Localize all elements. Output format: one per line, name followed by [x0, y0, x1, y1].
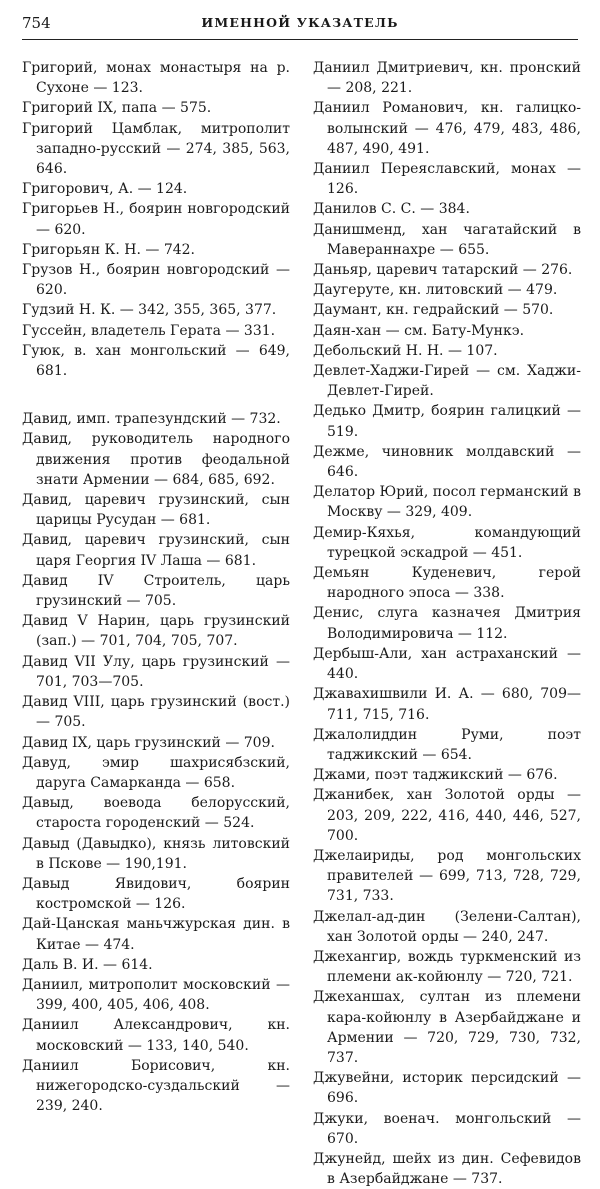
index-entry: Гудзий Н. К. — 342, 355, 365, 377.: [22, 302, 277, 319]
index-entry: Даниил, митрополит московский — 399, 400, 405, 406, 408.: [22, 976, 290, 1014]
index-entry: Даниил Романович, кн. галицко-волынский — 476, 479, 483, 486, 487, 490, 491.: [313, 100, 581, 157]
index-entry: Давыд (Давыдко), князь литовский в Пскове — 190,191.: [22, 835, 290, 872]
index-entry: Даниил Переяславский, монах — 126.: [313, 161, 581, 198]
left-group-g: [22, 58, 290, 381]
index-entry: Даян-хан — см. Бату-Мункэ.: [313, 322, 525, 339]
index-entry: Денис, слуга казначея Дмитрия Володимировича — 112.: [313, 605, 581, 642]
index-entry: Григорий Цамблак, митрополит западно-русский — 274, 385, 563, 646.: [22, 120, 290, 178]
index-entry: Григорович, А. — 124.: [22, 181, 188, 198]
index-entry: Демир-Кяхья, командующий турецкой эскадрой — 451.: [313, 524, 581, 561]
index-entry: Гуссейн, владетель Герата — 331.: [22, 322, 276, 339]
index-entry: Давид, царевич грузинский, сын царицы Русудан — 681.: [22, 492, 290, 529]
page-header: [22, 14, 578, 38]
index-entry: Давыд Явидович, боярин костромской — 126.: [22, 875, 290, 913]
index-entry: Данилов С. С. — 384.: [313, 201, 470, 218]
group-separator: [22, 381, 290, 409]
index-entry: Даниил Дмитриевич, кн. пронский — 208, 221.: [313, 60, 581, 97]
index-entry: Давид IX, царь грузинский — 709.: [22, 734, 275, 751]
index-entry: Даль В. И. — 614.: [22, 956, 153, 973]
index-entry: Даниил Александрович, кн. московский — 133, 140, 540.: [22, 1017, 290, 1054]
page-number: 754: [22, 14, 51, 32]
index-entry: Джунейд, шейх из дин. Сефевидов в Азербайджане — 737.: [313, 1150, 581, 1188]
index-entry: Даньяр, царевич татарский — 276.: [313, 262, 573, 279]
index-entry: Джехангир, вождь туркменский из племени ак-койюнлу — 720, 721.: [313, 948, 581, 986]
index-entry: Давуд, эмир шахрисябзский, даруга Самарканда — 658.: [22, 754, 290, 791]
index-entry: Джуки, военач. монгольский — 670.: [313, 1110, 581, 1147]
index-entry: Джелаириды, род монгольских правителей — 699, 713, 728, 729, 731, 733.: [313, 847, 581, 905]
index-entry: Григорьев Н., боярин новгородский — 620.: [22, 201, 290, 238]
right-group-d: [313, 58, 581, 1189]
left-column: [22, 58, 290, 1116]
index-entry: Давид VII Улу, царь грузинский — 701, 703—705.: [22, 653, 290, 690]
index-entry: Данишменд, хан чагатайский в Мавераннахре — 655.: [313, 221, 581, 258]
index-entry: Джелал-ад-дин (Зелени-Салтан), хан Золотой орды — 240, 247.: [313, 908, 581, 945]
index-entry: Дай-Цанская маньчжурская дин. в Китае — 474.: [22, 916, 290, 953]
index-entry: Даниил Борисович, кн. нижегородско-суздальский — 239, 240.: [22, 1057, 290, 1115]
index-entry: Давид V Нарин, царь грузинский (зап.) — 701, 704, 705, 707.: [22, 613, 290, 650]
index-entry: Дедько Дмитр, боярин галицкий — 519.: [313, 403, 581, 440]
index-entry: Джами, поэт таджикский — 676.: [313, 767, 558, 784]
running-title: ИМЕННОЙ УКАЗАТЕЛЬ: [201, 15, 399, 30]
index-entry: Гуюк, в. хан монгольский — 649, 681.: [22, 342, 290, 380]
index-entry: Давид IV Строитель, царь грузинский — 705.: [22, 572, 290, 610]
index-entry: Давид, руководитель народного движения против феодальной знати Армении — 684, 685, 692.: [22, 431, 290, 488]
index-entry: Давыд, воевода белорусский, староста городенский — 524.: [22, 795, 290, 832]
left-group-d: [22, 409, 290, 1116]
index-entry: Делатор Юрий, посол германский в Москву — 329, 409.: [313, 484, 581, 521]
index-entry: Джанибек, хан Золотой орды — 203, 209, 222, 416, 440, 446, 527, 700.: [313, 787, 581, 844]
index-entry: Джувейни, историк персидский — 696.: [313, 1070, 581, 1107]
index-entry: Джалолиддин Руми, поэт таджикский — 654.: [313, 726, 581, 763]
index-entry: Дербыш-Али, хан астраханский — 440.: [313, 645, 581, 683]
index-entry: Григорий IX, папа — 575.: [22, 100, 212, 117]
index-entry: Даугеруте, кн. литовский — 479.: [313, 282, 558, 299]
index-entry: Давид VIII, царь грузинский (вост.) — 705.: [22, 694, 290, 731]
header-rule: [22, 39, 578, 40]
index-entry: Демьян Куденевич, герой народного эпоса — 338.: [313, 565, 581, 602]
index-entry: Дебольский Н. Н. — 107.: [313, 342, 498, 359]
index-entry: Джеханшах, султан из племени кара-койюнлу в Азербайджане и Армении — 720, 729, 730, 732, 737.: [313, 989, 581, 1066]
index-entry: Даумант, кн. гедрайский — 570.: [313, 302, 554, 319]
index-entry: Джавахишвили И. А. — 680, 709—711, 715, 716.: [313, 686, 581, 723]
index-entry: Давид, имп. трапезундский — 732.: [22, 411, 281, 428]
index-entry: Давид, царевич грузинский, сын царя Георгия IV Лаша — 681.: [22, 532, 290, 569]
index-entry: Грузов Н., боярин новгородский — 620.: [22, 262, 290, 299]
index-entry: Девлет-Хаджи-Гирей — см. Хаджи-Девлет-Гирей.: [313, 363, 581, 400]
right-column: [313, 58, 581, 1189]
index-entry: Григорьян К. Н. — 742.: [22, 241, 195, 258]
index-entry: Дежме, чиновник молдавский — 646.: [313, 443, 581, 481]
index-entry: Григорий, монах монастыря на р. Сухоне — 123.: [22, 60, 290, 97]
